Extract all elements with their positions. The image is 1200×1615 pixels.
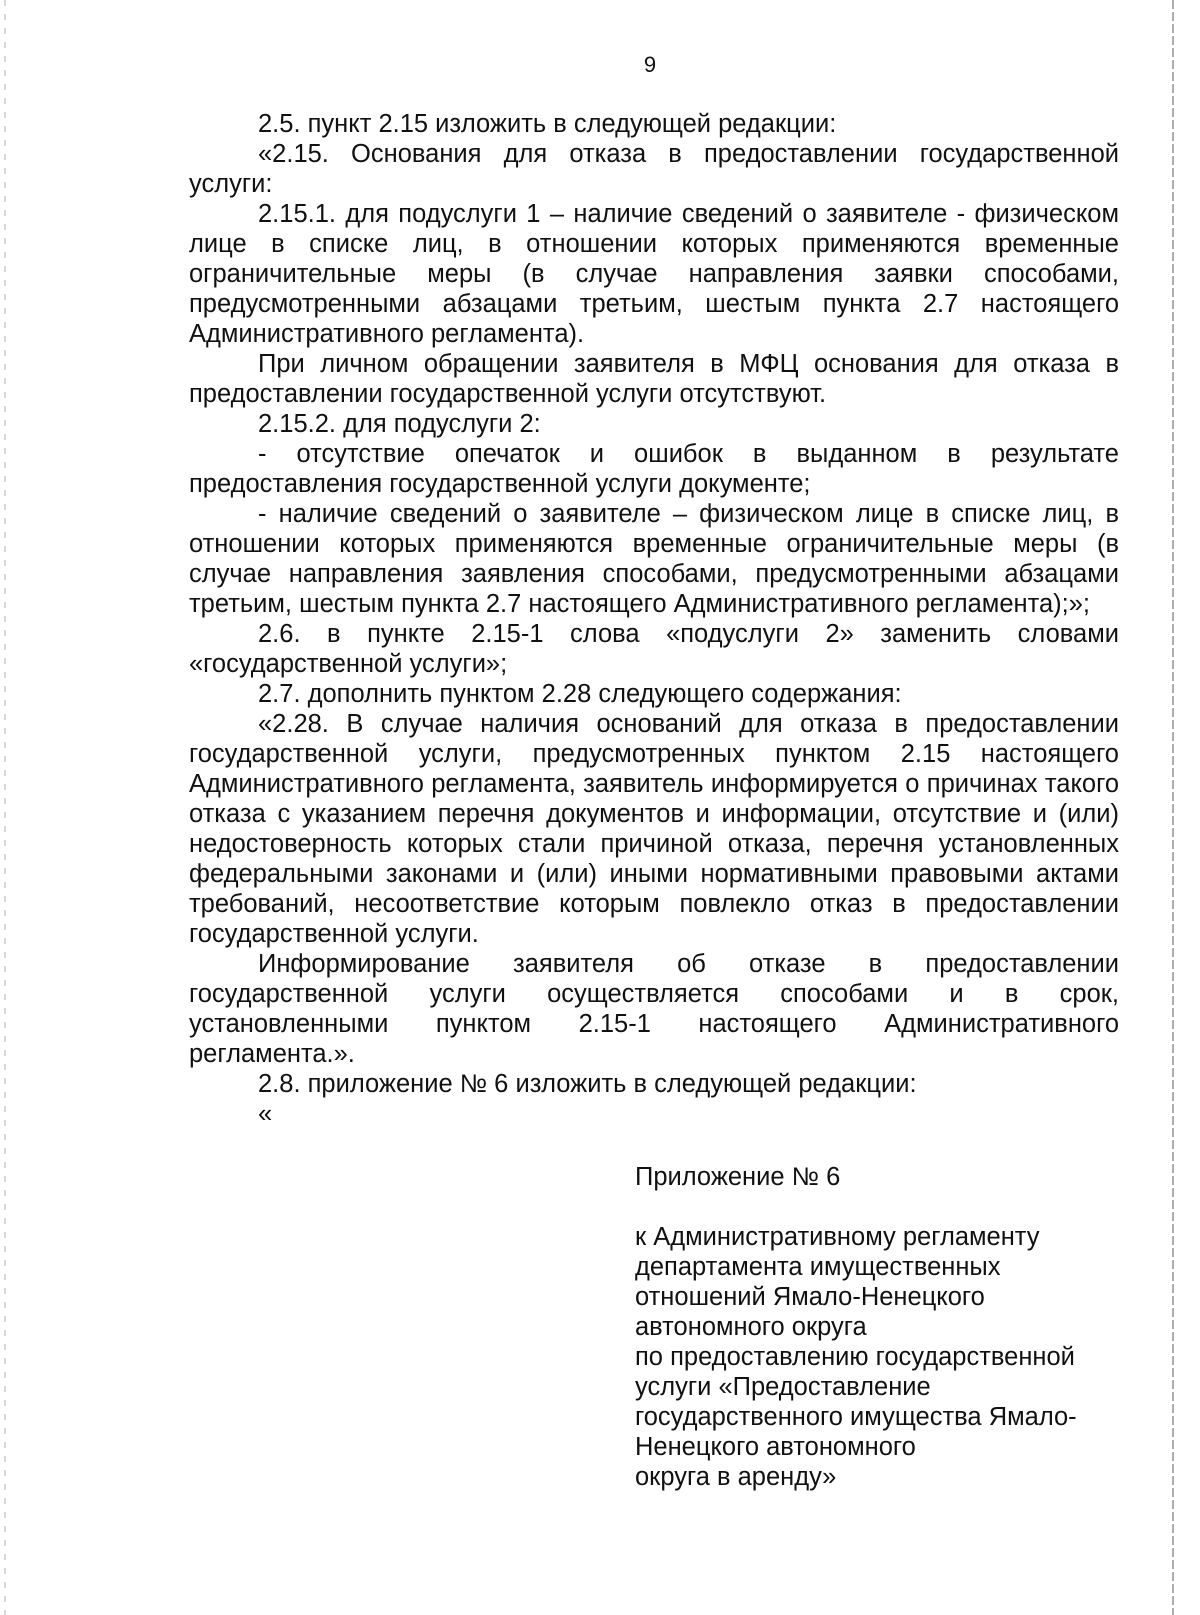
paragraph-bullet-typos: - отсутствие опечаток и ошибок в выданном в результате предоставления государственной услуги документе; <box>189 440 1119 498</box>
paragraph-2-28: «2.28. В случае наличия оснований для отказа в предоставлении государственной услуги, предусмотренных пунктом 2.15 настоящего Административного регламента, заявитель информируется о причинах такого отказа с указанием перечня документов и информации, отсутствие и (или) недостоверность которых стали причиной отказа, перечня установленных федеральными законами и (или) иными нормативными правовыми актами требований, несоответствие которым повлекло отказ в предоставлении государственной услуги. <box>189 710 1119 948</box>
document-body <box>189 109 1119 1129</box>
page-number: 9 <box>643 52 657 77</box>
appendix-block <box>635 1162 1115 1492</box>
scan-edge-left <box>4 0 6 1615</box>
paragraph-2-15-1: 2.15.1. для подуслуги 1 – наличие сведений о заявителе - физическом лице в списке лиц, в отношении которых применяются временные ограничительные меры (в случае направления заявки способами, предусмотренными абзацами третьим, шестым пункта 2.7 настоящего Административного регламента). <box>189 200 1119 348</box>
appendix-line: департамента имущественных <box>635 1253 1001 1281</box>
appendix-line: автономного округа <box>635 1313 867 1341</box>
appendix-line: отношений Ямало-Ненецкого <box>635 1283 985 1311</box>
paragraph-2-7: 2.7. дополнить пунктом 2.28 следующего содержания: <box>258 680 902 708</box>
appendix-line: к Административному регламенту <box>635 1223 1040 1251</box>
appendix-line: округа в аренду» <box>635 1463 837 1491</box>
paragraph-2-8: 2.8. приложение № 6 изложить в следующей редакции: <box>258 1070 917 1098</box>
appendix-title: Приложение № 6 <box>635 1163 841 1191</box>
paragraph-2-15-heading: «2.15. Основания для отказа в предоставлении государственной услуги: <box>189 140 1119 198</box>
paragraph-mfc-note: При личном обращении заявителя в МФЦ основания для отказа в предоставлении государственной услуги отсутствуют. <box>189 350 1119 408</box>
paragraph-bullet-applicant-list: - наличие сведений о заявителе – физическом лице в списке лиц, в отношении которых применяются временные ограничительные меры (в случае направления заявления способами, предусмотренными абзацами третьим, шестым пункта 2.7 настоящего Административного регламента);»; <box>189 500 1119 618</box>
appendix-line: услуги «Предоставление <box>635 1373 931 1401</box>
appendix-line: Ненецкого автономного <box>635 1433 916 1461</box>
paragraph-informing: Информирование заявителя об отказе в предоставлении государственной услуги осуществляется способами и в срок, установленными пунктом 2.15-1 настоящего Административного регламента.». <box>189 950 1119 1068</box>
appendix-line: государственного имущества Ямало- <box>635 1403 1077 1431</box>
paragraph-2-5: 2.5. пункт 2.15 изложить в следующей редакции: <box>258 110 837 138</box>
appendix-line: по предоставлению государственной <box>635 1343 1075 1371</box>
paragraph-open-quote: « <box>258 1100 273 1128</box>
paragraph-2-6: 2.6. в пункте 2.15-1 слова «подуслуги 2» заменить словами «государственной услуги»; <box>189 620 1119 678</box>
scan-edge-right <box>1172 0 1174 1615</box>
paragraph-2-15-2: 2.15.2. для подуслуги 2: <box>258 410 541 438</box>
